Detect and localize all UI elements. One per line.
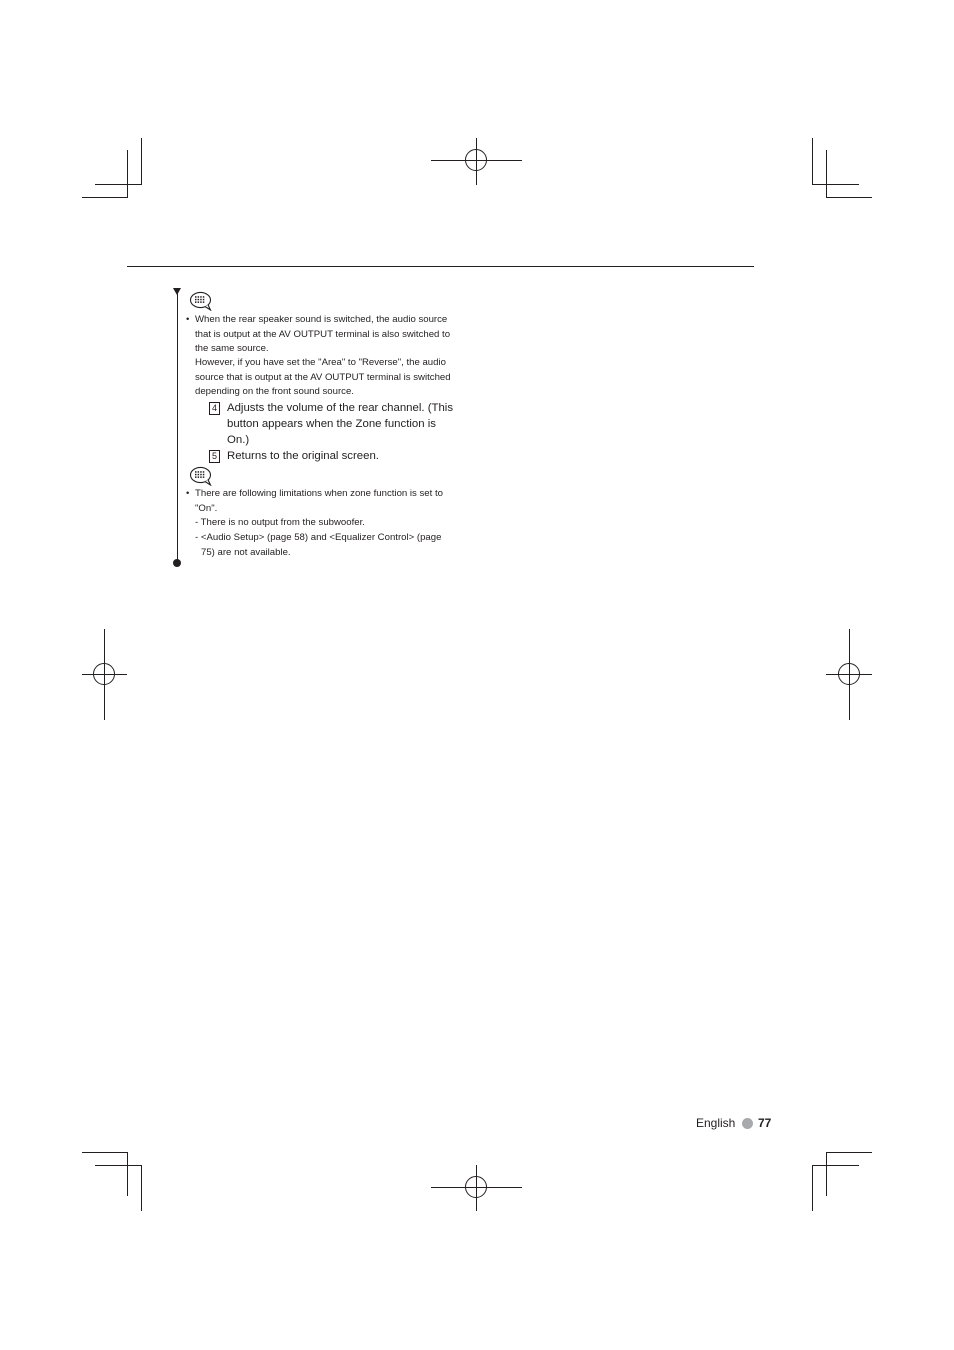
section-sidebar-line: [177, 292, 178, 562]
item-text: Returns to the original screen.: [227, 450, 379, 462]
note-2-paragraph-2: - There is no output from the subwoofer.: [195, 517, 365, 528]
note-icon: [189, 466, 213, 486]
page-number: 77: [758, 1116, 772, 1130]
header-rule: [127, 266, 754, 267]
note-2-paragraph-3: - <Audio Setup> (page 58) and <Equalizer Control> (page 75) are not available.: [195, 532, 442, 558]
item-number-box: 4: [209, 402, 220, 415]
note-1-paragraph-1: When the rear speaker sound is switched, the audio source that is output at the AV OUTPUT terminal is also switched to the same source.: [195, 314, 451, 354]
bullet: •: [186, 488, 190, 499]
note-icon: [189, 291, 213, 311]
footer-language: English: [696, 1116, 736, 1130]
item-number-box: 5: [209, 450, 220, 463]
item-text: Adjusts the volume of the rear channel. (This button appears when the Zone function is On.): [227, 402, 454, 446]
section-end-marker: [173, 559, 181, 567]
bullet: •: [186, 314, 190, 325]
footer-dot-icon: [742, 1118, 753, 1129]
note-1-paragraph-2: However, if you have set the "Area" to "Reverse", the audio source that is output at the AV OUTPUT terminal is switched depending on the front sound source.: [195, 357, 451, 397]
note-2-paragraph-1: There are following limitations when zone function is set to "On".: [195, 488, 443, 514]
